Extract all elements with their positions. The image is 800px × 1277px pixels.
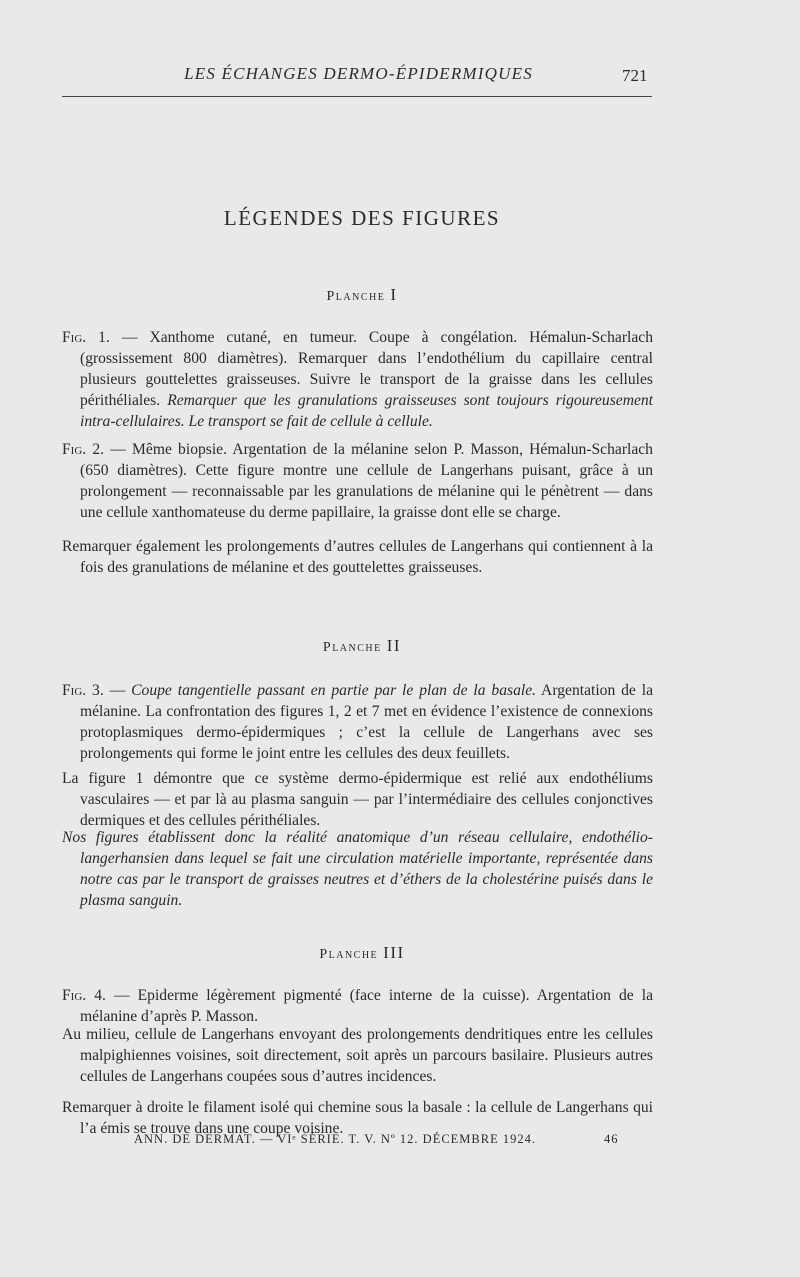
fig-4-caption [62, 985, 653, 1027]
fig-1-caption [62, 327, 653, 432]
plate-2-numeral: II [386, 636, 402, 655]
plate-1-numeral: I [390, 285, 398, 304]
plate-2-heading [62, 636, 662, 656]
fig-3-text: Argentation de la mélanine. La confrontation des figures 1, 2 et 7 met en évidence l’existence de connexions protoplasmiques dermo-épidermiques ; c’est la cellule de Langerhans avec ses prolongements qui forme le joint entre les cellules des deux feuillets. [80, 682, 653, 762]
plate-1-heading [62, 285, 662, 305]
plate-3-numeral: III [383, 943, 405, 962]
plate-2-paragraph-2: La figure 1 démontre que ce système dermo-épidermique est relié aux endothéliums vasculaires — et par là au plasma sanguin — par l’intermédiaire des cellules conjonctives dermiques et des cellules périthéliales. [62, 770, 653, 829]
fig-2-caption [62, 439, 653, 523]
plate-2-heading-word: Planche [322, 640, 382, 655]
fig-1-label: Fig. 1. [62, 329, 110, 346]
plate-3-heading-word: Planche [319, 947, 379, 962]
fig-4-label: Fig. 4. [62, 987, 106, 1004]
running-title: LES ÉCHANGES DERMO-ÉPIDERMIQUES [184, 64, 533, 83]
plate-3-paragraph-2: Au milieu, cellule de Langerhans envoyant des prolongements dendritiques entre les cellules malpighiennes voisines, soit directement, soit après un parcours basilaire. Plusieurs autres cellules de Langerhans coupées sous d’autres incidences. [62, 1026, 653, 1085]
plate-3-paragraph-3: Remarquer à droite le filament isolé qui chemine sous la basale : la cellule de Langerhans qui l’a émis se trouve dans une coupe voisine. [62, 1099, 653, 1137]
journal-reference: ANN. DE DERMAT. — VIᵉ SÉRIE. T. V. Nº 12. DÉCEMBRE 1924. [134, 1132, 536, 1146]
fig-2-label: Fig. 2. [62, 441, 105, 458]
page-title: LÉGENDES DES FIGURES [223, 206, 501, 230]
plate-3-heading [62, 943, 662, 963]
fig-3-label: Fig. 3. [62, 682, 104, 699]
fig-1-text: — Xanthome cutané, en tumeur. Coupe à congélation. Hémalun-Scharlach (grossissement 800 diamètres). Remarquer dans l’endothélium du capillaire central plusieurs gouttelettes graisseuses. Suivre le transport de la graisse dans les cellules périthéliales. [80, 329, 653, 409]
fig-3-caption [62, 680, 653, 764]
page-number: 721 [622, 66, 648, 85]
signature-mark: 46 [604, 1132, 619, 1146]
plate-1-heading-word: Planche [326, 289, 386, 304]
fig-3-italic-title: Coupe tangentielle passant en partie par le plan de la basale. [131, 682, 537, 699]
fig-4-text: — Epiderme légèrement pigmenté (face interne de la cuisse). Argentation de la mélanine d’après P. Masson. [80, 987, 653, 1025]
plate-2-paragraph-3: Nos figures établissent donc la réalité anatomique d’un réseau cellulaire, endothélio-langerhansien dans lequel se fait une circulation matérielle importante, représentée dans notre cas par le transport de graisses neutres et d’éthers de la cholestérine puisés dans le plasma sanguin. [62, 829, 653, 909]
fig-1-italic-note: Remarquer que les granulations graisseuses sont toujours rigoureusement intra-cellulaires. Le transport se fait de cellule à cellule. [80, 392, 654, 430]
plate-1-remark: Remarquer également les prolongements d’autres cellules de Langerhans qui contiennent à la fois des granulations de mélanine et des gouttelettes graisseuses. [62, 538, 653, 576]
header-rule [62, 96, 652, 97]
fig-2-text: — Même biopsie. Argentation de la mélanine selon P. Masson, Hémalun-Scharlach (650 diamètres). Cette figure montre une cellule de Langerhans puisant, grâce à un prolongement — reconnaissable par les granulations de mélanine qui le pénètrent — dans une cellule xanthomateuse du derme papillaire, la graisse dont elle se charge. [80, 441, 653, 521]
fig-3-dash: — [103, 682, 132, 699]
